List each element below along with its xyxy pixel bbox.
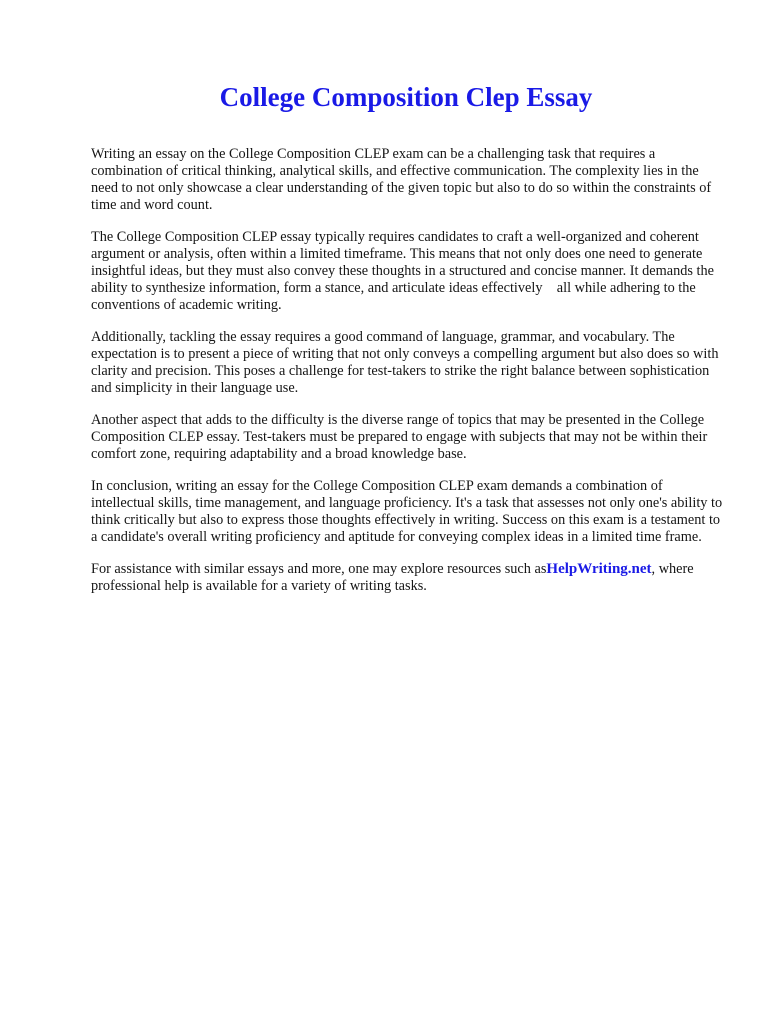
paragraph-conclusion: In conclusion, writing an essay for the College Composition CLEP exam demands a combination of intellectual skills, time management, and language proficiency. It's a task that assesses not only one's ability to think critically but also to express those thoughts effectively in writing. Success on this exam is a testament to a candidate's overall writing proficiency and aptitude for conveying complex ideas in a limited time frame.: [91, 478, 723, 545]
paragraph-language: Additionally, tackling the essay requires a good command of language, grammar, and vocabulary. The expectation is to present a piece of writing that not only conveys a compelling argument but also does so with clarity and precision. This poses a challenge for test-takers to strike the right balance between sophistication and simplicity in their language use.: [91, 329, 719, 396]
paragraph-requirements: The College Composition CLEP essay typically requires candidates to craft a well-organized and coherent argument or analysis, often within a limited timeframe. This means that not only does one need to generate insightful ideas, but they must also convey these thoughts in a structured and concise manner. It demands the ability to synthesize information, form a stance, and articulate ideas effectively all while adhering to the conventions of academic writing.: [91, 229, 714, 313]
paragraph-intro: Writing an essay on the College Composition CLEP exam can be a challenging task that requires a combination of critical thinking, analytical skills, and effective communication. The complexity lies in the need to not only showcase a clear understanding of the given topic but also to do so within the constraints of time and word count.: [91, 146, 712, 213]
paragraph-closing: [91, 561, 723, 595]
document-title: College Composition Clep Essay: [219, 82, 593, 112]
closing-text-before-link: For assistance with similar essays and more, one may explore resources such as: [91, 561, 547, 577]
closing-text-after-link: , where professional help is available for a variety of writing tasks.: [91, 561, 694, 594]
helpwriting-link[interactable]: HelpWriting.net: [546, 561, 652, 577]
paragraph-topics: Another aspect that adds to the difficulty is the diverse range of topics that may be presented in the College Composition CLEP essay. Test-takers must be prepared to engage with subjects that may not be within their comfort zone, requiring adaptability and a broad knowledge base.: [91, 412, 708, 462]
document-body: [91, 146, 723, 610]
